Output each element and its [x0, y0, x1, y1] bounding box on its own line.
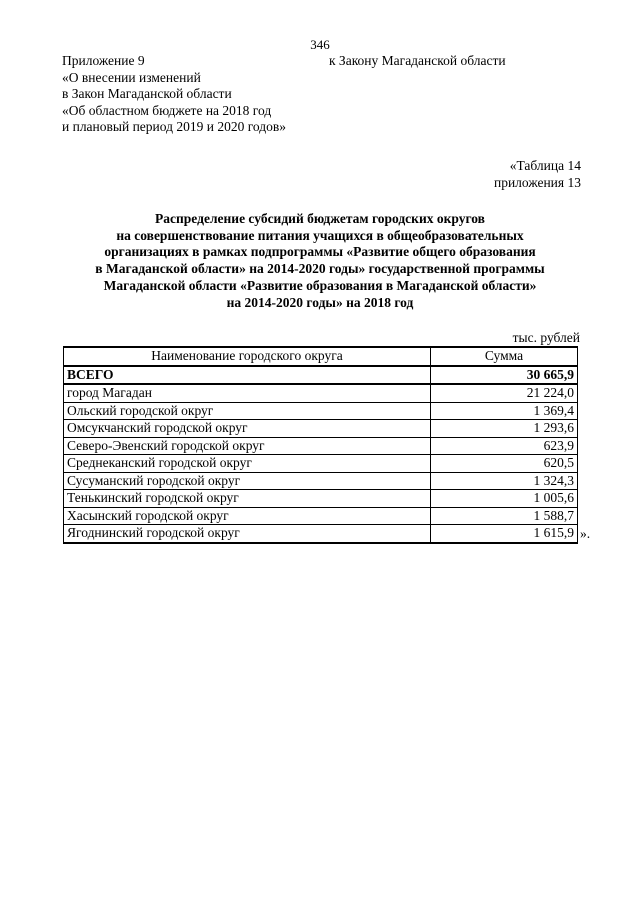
title-line: на совершенствование питания учащихся в общеобразовательных — [116, 227, 524, 243]
district-name: Среднеканский городской округ — [64, 455, 431, 473]
closing-quote-mark: ». — [580, 526, 591, 541]
appendix-reference: приложения 13 — [493, 175, 581, 190]
title-line: на 2014-2020 годы» на 2018 год — [226, 294, 414, 310]
district-sum: 21 224,0 — [431, 384, 578, 402]
district-name: Ольский городской округ — [64, 402, 431, 420]
column-header-name: Наименование городского округа — [64, 347, 431, 366]
table-row — [64, 455, 578, 473]
district-sum: 1 615,9 — [431, 525, 578, 543]
district-sum: 1 369,4 — [431, 402, 578, 420]
district-sum: 1 293,6 — [431, 420, 578, 438]
law-reference: к Закону Магаданской области — [329, 53, 506, 68]
column-header-sum: Сумма — [431, 347, 578, 366]
table-row — [64, 384, 578, 402]
title-line: организациях в рамках подпрограммы «Развитие общего образования — [104, 244, 536, 260]
table-reference: «Таблица 14 — [509, 158, 581, 173]
table-row — [64, 437, 578, 455]
table-header-row — [64, 347, 578, 366]
district-name: Хасынский городской округ — [64, 507, 431, 525]
table-row — [64, 507, 578, 525]
header-line: «О внесении изменений — [62, 69, 201, 85]
district-name: город Магадан — [64, 384, 431, 402]
district-sum: 1 588,7 — [431, 507, 578, 525]
district-sum: 1 005,6 — [431, 490, 578, 508]
district-name: Ягоднинский городской округ — [64, 525, 431, 543]
title-line: Распределение субсидий бюджетам городских округов — [155, 211, 485, 226]
table-row — [64, 402, 578, 420]
title-line: в Магаданской области» на 2014-2020 годы» государственной программы — [95, 261, 545, 277]
district-name: Сусуманский городской округ — [64, 472, 431, 490]
header-line: и плановый период 2019 и 2020 годов» — [62, 119, 287, 134]
district-sum: 623,9 — [431, 437, 578, 455]
total-value: 30 665,9 — [431, 366, 578, 385]
header-line: в Закон Магаданской области — [62, 86, 232, 101]
district-name: Северо-Эвенский городской округ — [64, 437, 431, 455]
total-label: ВСЕГО — [64, 366, 431, 385]
district-sum: 1 324,3 — [431, 472, 578, 490]
header-line: «Об областном бюджете на 2018 год — [62, 102, 272, 118]
district-name: Омсукчанский городской округ — [64, 420, 431, 438]
table-row — [64, 490, 578, 508]
district-sum: 620,5 — [431, 455, 578, 473]
table-total-row — [64, 366, 578, 385]
subsidy-table — [63, 346, 578, 544]
table-row — [64, 420, 578, 438]
table-row — [64, 525, 578, 543]
units-label: тыс. рублей — [512, 330, 580, 345]
page-number: 346 — [310, 37, 330, 52]
title-line: Магаданской области «Развитие образования в Магаданской области» — [103, 277, 537, 293]
document-title — [40, 211, 600, 311]
district-name: Тенькинский городской округ — [64, 490, 431, 508]
appendix-label: Приложение 9 — [62, 53, 145, 68]
table-row — [64, 472, 578, 490]
